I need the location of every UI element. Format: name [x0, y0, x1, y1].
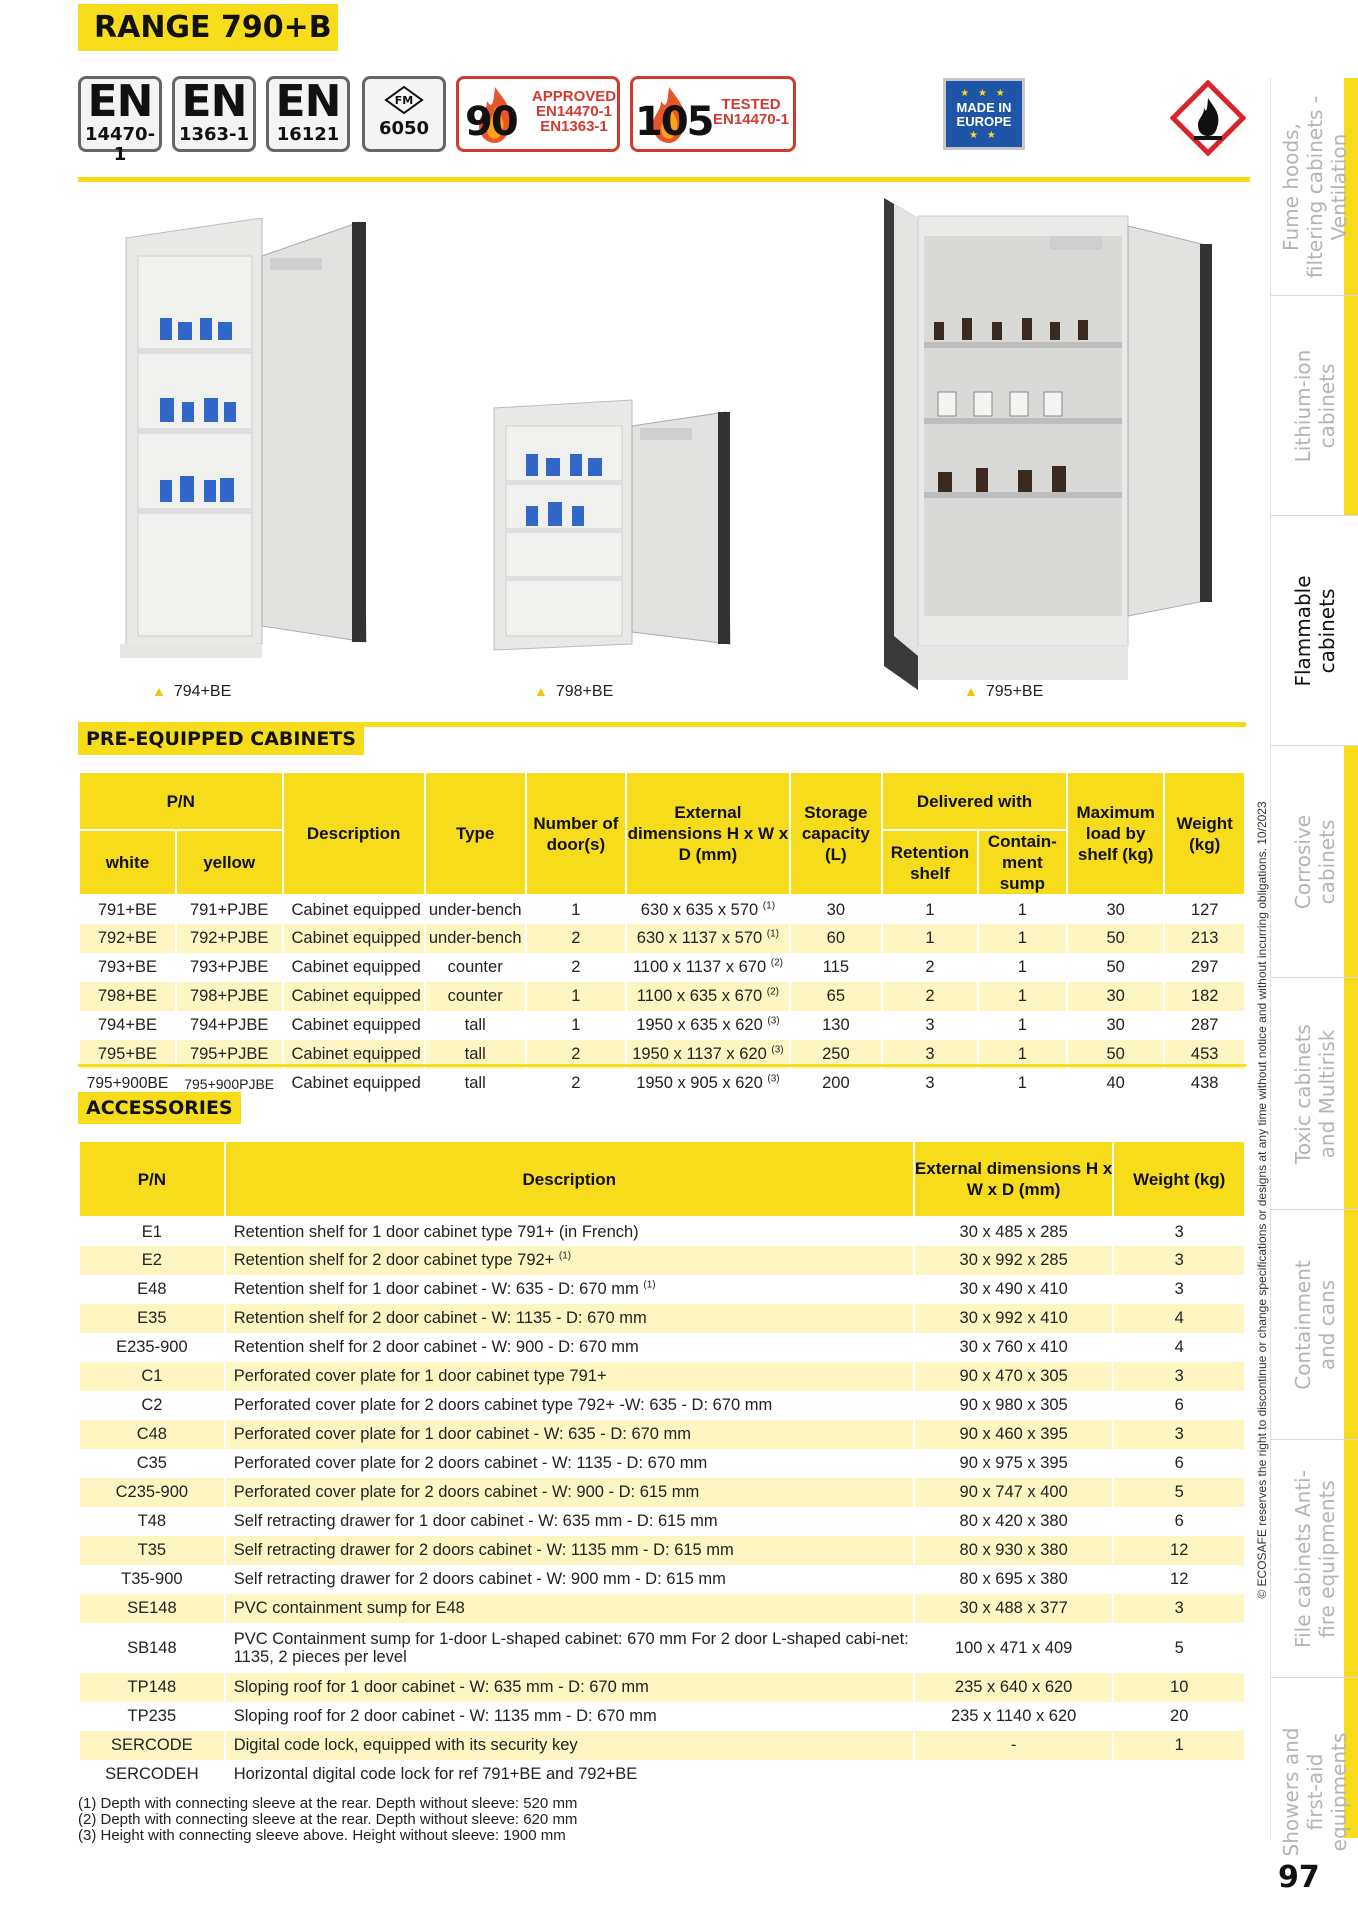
- table-row: T48 Self retracting drawer for 1 door cabinet - W: 635 mm - D: 615 mm 80 x 420 x 380 6: [79, 1507, 1245, 1536]
- cabinet-794-photo: [120, 218, 382, 660]
- accessories-title: ACCESSORIES: [78, 1092, 241, 1124]
- fm-badge: [362, 76, 446, 152]
- table-row: E235-900 Retention shelf for 2 door cabinet - W: 900 - D: 670 mm 30 x 760 x 410 4: [79, 1333, 1245, 1362]
- col-maxload-header: Maximum load by shelf (kg): [1067, 772, 1164, 895]
- pre-equipped-title: PRE-EQUIPPED CABINETS: [78, 723, 364, 755]
- cabinet-795-photo: [882, 196, 1222, 692]
- col-type-header: Type: [425, 772, 526, 895]
- table-row: E1 Retention shelf for 1 door cabinet type 791+ (in French) 30 x 485 x 285 3: [79, 1217, 1245, 1246]
- table-row: 793+BE 793+PJBE Cabinet equipped counter 2 1100 x 1137 x 670 $^{(2)}$ 115 2 1 50 297: [79, 953, 1245, 982]
- cabinet-798-photo: [490, 398, 752, 660]
- table-row: C2 Perforated cover plate for 2 doors cabinet type 792+ -W: 635 - D: 670 mm 90 x 980 x 305 6: [79, 1391, 1245, 1420]
- table-row: C35 Perforated cover plate for 2 doors cabinet - W: 1135 - D: 670 mm 90 x 975 x 395 6: [79, 1449, 1245, 1478]
- photo-caption-794: ▲ 794+BE: [152, 683, 232, 700]
- table-row: E35 Retention shelf for 2 door cabinet - W: 1135 - D: 670 mm 30 x 992 x 410 4: [79, 1304, 1245, 1333]
- footnotes: [78, 1796, 577, 1844]
- header-divider: [78, 177, 1250, 182]
- col-delivered-header: Delivered with: [882, 772, 1067, 830]
- col-retention-header: Retention shelf: [882, 830, 978, 895]
- acc-pn-header: P/N: [79, 1141, 225, 1217]
- footnote-3: (3) Height with connecting sleeve above. Height without sleeve: 1900 mm: [78, 1827, 566, 1844]
- flammable-ghs-icon: [1170, 80, 1246, 156]
- en-1363-badge: [172, 76, 256, 152]
- accessories-table: [78, 1140, 1246, 1789]
- table-bottom-divider: [78, 1064, 1246, 1067]
- col-weight-header: Weight (kg): [1164, 772, 1245, 895]
- tab-toxic[interactable]: Toxic cabinets and Multirisk: [1271, 978, 1358, 1210]
- footnote-1: (1) Depth with connecting sleeve at the rear. Depth without sleeve: 520 mm: [78, 1795, 578, 1812]
- table-row: 795+900BE 795+900PJBE Cabinet equipped tall 2 1950 x 905 x 620 $^{(3)}$ 200 3 1 40 438: [79, 1069, 1245, 1098]
- tab-corrosive[interactable]: Corrosive cabinets: [1271, 746, 1358, 978]
- acc-weight-header: Weight (kg): [1113, 1141, 1245, 1217]
- en-16121-badge: [266, 76, 350, 152]
- table-row: TP148 Sloping roof for 1 door cabinet - W: 635 mm - D: 670 mm 235 x 640 x 620 10: [79, 1673, 1245, 1702]
- table-row: 791+BE 791+PJBE Cabinet equipped under-bench 1 630 x 635 x 570 $^{(1)}$ 30 1 1 30 127: [79, 895, 1245, 924]
- made-in-europe-badge: ★ ★ ★ MADE IN EUROPE ★ ★: [943, 78, 1025, 150]
- pre-equipped-table: [78, 771, 1246, 1098]
- tab-lithium-ion[interactable]: Lithium-ion cabinets: [1271, 296, 1358, 516]
- tab-flammable[interactable]: Flammable cabinets: [1271, 516, 1358, 746]
- eu-stars-icon: ★ ★ ★: [960, 88, 1008, 99]
- col-white-header: white: [79, 830, 176, 895]
- table-row: E48 Retention shelf for 1 door cabinet - W: 635 - D: 670 mm $^{(1)}$ 30 x 490 x 410 3: [79, 1275, 1245, 1304]
- photo-caption-798: ▲ 798+BE: [534, 683, 614, 700]
- copyright-notice: © ECOSAFE reserves the right to discontinue or change specifications or designs at any time without notice and without incurring obligations. 10/2023: [1255, 801, 1269, 1599]
- table-row: SE148 PVC containment sump for E48 30 x 488 x 377 3: [79, 1594, 1245, 1623]
- col-description-header: Description: [283, 772, 425, 895]
- col-storage-header: Storage capacity (L): [790, 772, 883, 895]
- col-dims-header: External dimensions H x W x D (mm): [626, 772, 789, 895]
- fm-diamond-icon: [384, 85, 424, 115]
- col-doors-header: Number of door(s): [526, 772, 627, 895]
- acc-dims-header: External dimensions H x W x D (mm): [914, 1141, 1114, 1217]
- fire-rating-number: 105: [635, 99, 713, 145]
- table-row: 795+BE 795+PJBE Cabinet equipped tall 2 1950 x 1137 x 620 $^{(3)}$ 250 3 1 50 453: [79, 1040, 1245, 1069]
- col-yellow-header: yellow: [176, 830, 283, 895]
- en-label: EN: [275, 76, 341, 127]
- table-row: SERCODE Digital code lock, equipped with its security key - 1: [79, 1731, 1245, 1760]
- fire-tested-105-badge: [630, 76, 796, 152]
- en-14470-badge: [78, 76, 162, 165]
- tab-containment[interactable]: Containment and cans: [1271, 1210, 1358, 1440]
- page-number: 97: [1278, 1860, 1320, 1895]
- col-pn-header: P/N: [79, 772, 283, 830]
- table-row: 798+BE 798+PJBE Cabinet equipped counter 1 1100 x 635 x 670 $^{(2)}$ 65 2 1 30 182: [79, 982, 1245, 1011]
- tab-file-cabinets[interactable]: File cabinets Anti-fire equipments: [1271, 1440, 1358, 1678]
- table-row: C235-900 Perforated cover plate for 2 doors cabinet - W: 900 - D: 615 mm 90 x 747 x 400 5: [79, 1478, 1245, 1507]
- table-row: C1 Perforated cover plate for 1 door cabinet type 791+ 90 x 470 x 305 3: [79, 1362, 1245, 1391]
- fm-logo-text: FM: [394, 94, 414, 107]
- table-row: SB148 PVC Containment sump for 1-door L-shaped cabinet: 670 mm For 2 door L-shaped cabi-net: 1135, 2 pieces per level 100 x 471 x 409 5: [79, 1623, 1245, 1673]
- triangle-icon: ▲: [152, 683, 166, 699]
- en-number: 16121: [276, 124, 340, 145]
- acc-description-header: Description: [225, 1141, 914, 1217]
- tab-showers[interactable]: Showers and first-aid equipments: [1279, 1727, 1351, 1857]
- triangle-icon: ▲: [534, 683, 548, 699]
- triangle-icon: ▲: [964, 683, 978, 699]
- table-row: 792+BE 792+PJBE Cabinet equipped under-bench 2 630 x 1137 x 570 $^{(1)}$ 60 1 1 50 213: [79, 924, 1245, 953]
- fire-tested-label: TESTED EN14470-1: [713, 96, 789, 128]
- table-row: C48 Perforated cover plate for 1 door cabinet - W: 635 - D: 670 mm 90 x 460 x 395 3: [79, 1420, 1245, 1449]
- photo-caption-795: ▲ 795+BE: [964, 683, 1044, 700]
- category-tabs: [1270, 78, 1358, 1857]
- en-number: 14470-1: [84, 124, 156, 165]
- footnote-2: (2) Depth with connecting sleeve at the rear. Depth without sleeve: 620 mm: [78, 1811, 578, 1828]
- range-title: RANGE 790+B: [78, 4, 338, 51]
- fire-approved-label: APPROVED EN14470-1 EN1363-1: [531, 88, 617, 135]
- table-row: E2 Retention shelf for 2 door cabinet type 792+ $^{(1)}$ 30 x 992 x 285 3: [79, 1246, 1245, 1275]
- table-row: TP235 Sloping roof for 2 door cabinet - W: 1135 mm - D: 670 mm 235 x 1140 x 620 20: [79, 1702, 1245, 1731]
- en-number: 1363-1: [178, 124, 250, 145]
- fire-rating-number: 90: [465, 99, 517, 145]
- table-row: 794+BE 794+PJBE Cabinet equipped tall 1 1950 x 635 x 620 $^{(3)}$ 130 3 1 30 287: [79, 1011, 1245, 1040]
- table-row: SERCODEH Horizontal digital code lock for ref 791+BE and 792+BE: [79, 1760, 1245, 1789]
- fm-number: 6050: [378, 118, 430, 139]
- tab-fume-hoods[interactable]: Fume hoods, filtering cabinets - Ventilation: [1271, 78, 1358, 296]
- col-sump-header: Contain-ment sump: [978, 830, 1067, 895]
- en-label: EN: [87, 76, 153, 127]
- table-row: T35-900 Self retracting drawer for 2 doors cabinet - W: 900 mm - D: 615 mm 80 x 695 x 380 12: [79, 1565, 1245, 1594]
- table-row: T35 Self retracting drawer for 2 doors cabinet - W: 1135 mm - D: 615 mm 80 x 930 x 380 12: [79, 1536, 1245, 1565]
- fire-approved-90-badge: [456, 76, 620, 152]
- en-label: EN: [181, 76, 247, 127]
